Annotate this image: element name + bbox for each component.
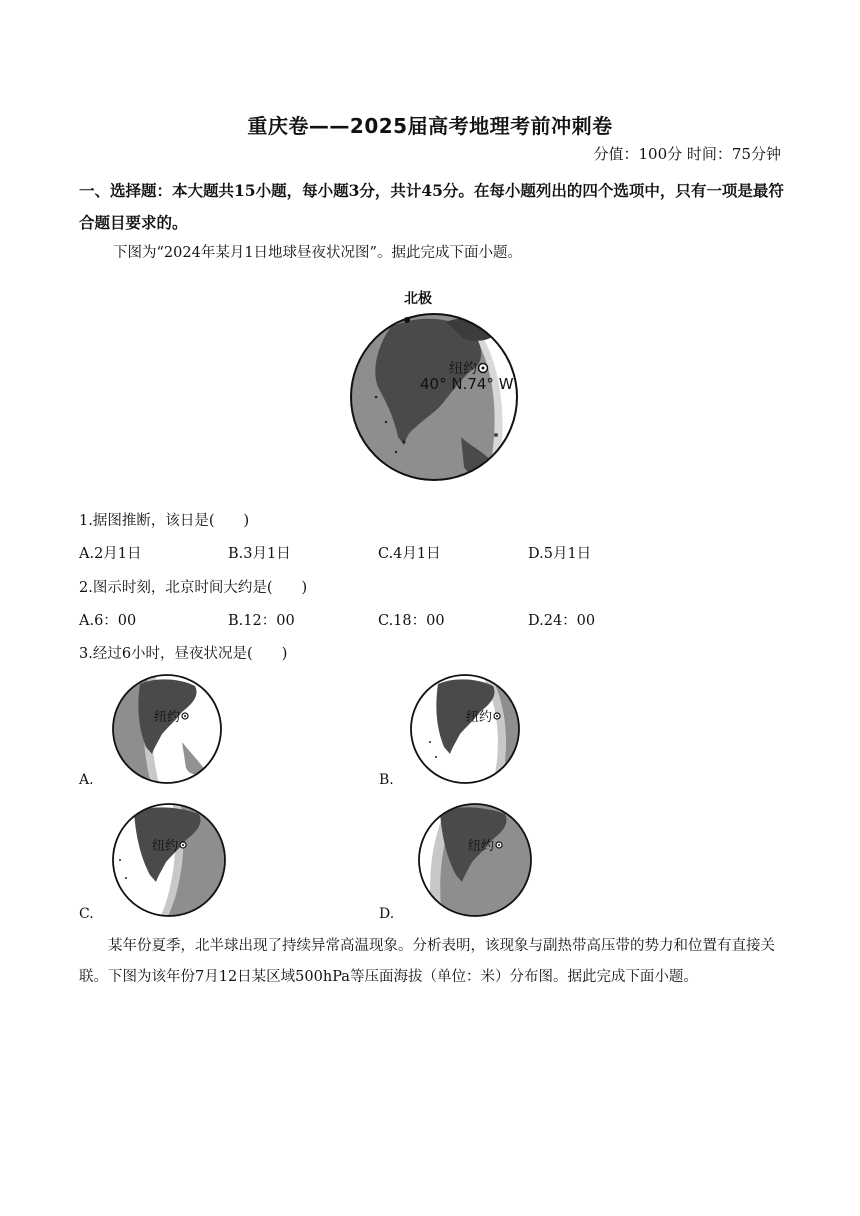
q3-b-city-label: 纽约 <box>465 710 492 725</box>
passage-2: 某年份夏季，北半球出现了持续异常高温现象。分析表明，该现象与副热带高压带的势力和位置有直接关联。下图为该年份7月12日某区域500hPa等压面海拔（单位：米）分布图。据此完成下面小题。 <box>79 938 775 985</box>
question-2-stem: 2.图示时刻，北京时间大约是( ) <box>79 580 308 596</box>
q1-option-c[interactable]: C.4月1日 <box>378 546 441 562</box>
north-pole-marker <box>404 317 410 323</box>
q2-option-b[interactable]: B.12：00 <box>228 613 295 629</box>
q3-option-d-label[interactable]: D. <box>379 906 395 922</box>
q3-option-d-globe[interactable] <box>410 800 540 924</box>
q1-option-d[interactable]: D.5月1日 <box>528 546 592 562</box>
q2-option-a[interactable]: A.6：00 <box>79 613 137 629</box>
q3-option-b-globe[interactable] <box>408 672 523 791</box>
q3-d-city-label: 纽约 <box>467 839 494 854</box>
main-globe-figure <box>346 287 536 482</box>
page-title: 重庆卷——2025届高考地理考前冲刺卷 <box>247 114 613 138</box>
q3-option-a-label[interactable]: A. <box>79 772 94 788</box>
intro-text: 下图为“2024年某月1日地球昼夜状况图”。据此完成下面小题。 <box>113 245 522 261</box>
question-1-stem: 1.据图推断，该日是( ) <box>79 513 250 529</box>
q3-c-city-label: 纽约 <box>151 839 178 854</box>
new-york-label: 纽约 <box>449 361 477 377</box>
q1-option-a[interactable]: A.2月1日 <box>79 546 142 562</box>
north-pole-label: 北极 <box>404 291 432 307</box>
exam-meta: 分值：100分 时间：75分钟 <box>593 145 781 163</box>
section-heading: 一、选择题：本大题共15小题，每小题3分，共计45分。在每小题列出的四个选项中，只有一项是最符合题目要求的。 <box>79 181 784 232</box>
q3-option-c-globe[interactable] <box>104 800 234 924</box>
q3-a-city-label: 纽约 <box>153 710 180 725</box>
q3-option-a-globe[interactable] <box>110 672 225 791</box>
q1-option-b[interactable]: B.3月1日 <box>228 546 291 562</box>
q3-option-b-label[interactable]: B. <box>379 772 394 788</box>
q2-option-d[interactable]: D.24：00 <box>528 613 596 629</box>
q3-option-c-label[interactable]: C. <box>79 906 94 922</box>
coordinate-label: 40° N.74° W <box>420 375 514 393</box>
question-3-stem: 3.经过6小时，昼夜状况是( ) <box>79 646 288 662</box>
q2-option-c[interactable]: C.18：00 <box>378 613 445 629</box>
